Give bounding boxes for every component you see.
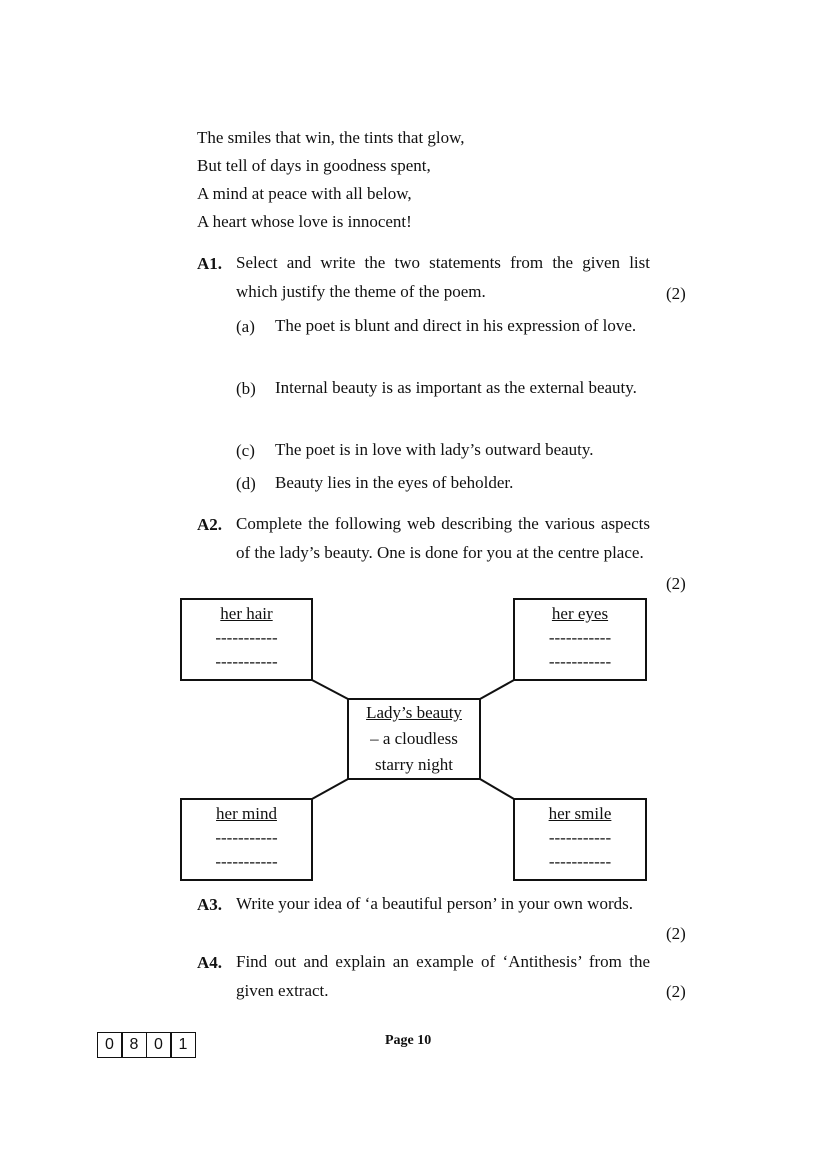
answer-blank: ----------- [548,828,612,847]
web-box-center [347,698,481,780]
web-box-label: her mind [216,804,277,823]
question-text: Complete the following web describing the various aspects of the lady’s beauty. One is done for you at the centre place. [236,514,650,562]
option-text: Internal beauty is as important as the external beauty. [275,378,637,397]
poem-line: A mind at peace with all below, [197,184,412,203]
option-letter: (d) [236,474,256,493]
option-text: The poet is blunt and direct in his expression of love. [275,316,637,335]
code-digit: 8 [121,1032,147,1058]
poem-line: The smiles that win, the tints that glow, [197,128,465,147]
option-letter: (a) [236,317,255,336]
connector-line [480,779,514,799]
web-box-top-left [180,598,313,681]
answer-blank: ----------- [215,852,278,871]
question-number: A3. [197,895,223,914]
web-box-label: her hair [220,604,273,623]
question-marks: (2) [666,982,686,1001]
page-number: Page 10 [385,1033,432,1048]
web-box-label: her smile [548,804,612,823]
code-digit: 0 [146,1032,172,1058]
connector-line [312,779,348,799]
answer-blank: ----------- [548,652,612,671]
question-text: Write your idea of ‘a beautiful person’ in your own words. [236,894,633,913]
answer-blank: ----------- [548,628,612,647]
answer-blank: ----------- [215,628,278,647]
code-digit: 0 [97,1032,123,1058]
answer-blank: ----------- [548,852,612,871]
question-number: A1. [197,254,223,273]
question-marks: (2) [666,924,686,943]
question-number: A2. [197,515,223,534]
question-marks: (2) [666,284,686,303]
web-center-line: – a cloudless [370,729,458,748]
web-center-line: starry night [375,755,453,774]
option-letter: (b) [236,379,256,398]
web-center-title: Lady’s beauty [366,703,462,722]
paper-code [98,1032,196,1058]
poem-line: But tell of days in goodness spent, [197,156,431,175]
answer-blank: ----------- [215,652,278,671]
web-box-top-right [513,598,647,681]
web-box-bottom-right [513,798,647,881]
code-digit: 1 [170,1032,196,1058]
option-text: Beauty lies in the eyes of beholder. [275,473,514,492]
web-box-bottom-left [180,798,313,881]
question-text: Find out and explain an example of ‘Antithesis’ from the given extract. [236,952,650,1000]
question-marks: (2) [666,574,686,593]
web-box-label: her eyes [551,604,609,623]
connector-line [480,680,514,699]
connector-line [312,680,348,699]
answer-blank: ----------- [215,828,278,847]
option-letter: (c) [236,441,255,460]
question-text: Select and write the two statements from the given list which justify the theme of the poem. [236,253,650,301]
option-text: The poet is in love with lady’s outward beauty. [275,440,594,459]
poem-line: A heart whose love is innocent! [197,212,412,231]
question-number: A4. [197,953,223,972]
